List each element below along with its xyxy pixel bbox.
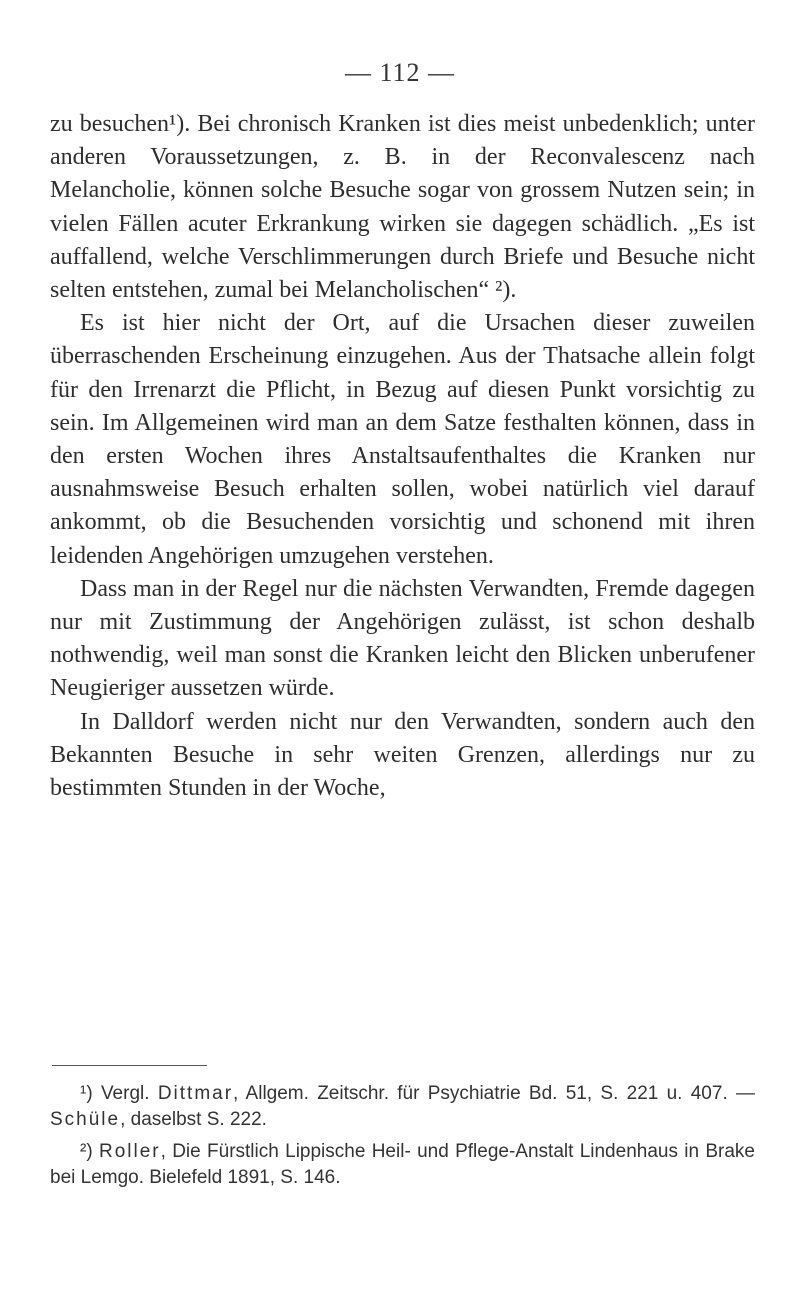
footnote-1-marker: ¹)	[80, 1083, 93, 1104]
footnote-2-author-roller: Roller	[98, 1141, 161, 1162]
footnote-1-author-schuele: Schüle	[50, 1109, 121, 1130]
paragraph-3: Dass man in der Regel nur die nächsten Verwandten, Fremde dagegen nur mit Zustimmung der Angehörigen zulässt, ist schon deshalb nothwendig, weil man sonst die Kranken leicht den Blicken unberufener Neugieriger aussetzen würde.	[50, 575, 755, 702]
paragraph-1: zu besuchen¹). Bei chronisch Kranken ist dies meist unbedenklich; unter anderen Voraussetzungen, z. B. in der Reconvalescenz nach Melancholie, können solche Besuche sogar von grossem Nutzen sein; in vielen Fällen acuter Erkrankung wirken sie dagegen schädlich. „Es ist auffallend, welche Verschlimmerungen durch Briefe und Besuche nicht selten entstehen, zumal bei Melancholischen“ ²).	[50, 111, 755, 304]
footnote-1-post: , daselbst S. 222.	[120, 1109, 267, 1130]
paragraph-2: Es ist hier nicht der Ort, auf die Ursachen dieser zuweilen überraschenden Erscheinung einzugehen. Aus der Thatsache allein folgt für den Irrenarzt die Pflicht, in Bezug auf diesen Punkt vorsichtig zu sein. Im Allgemeinen wird man an dem Satze festhalten können, dass in den ersten Wochen ihres Anstaltsaufenthaltes die Kranken nur ausnahmsweise Besuch erhalten sollen, wobei natürlich viel darauf ankommt, ob die Besuchenden vorsichtig und schonend mit ihren leidenden Angehörigen umzugehen verstehen.	[50, 310, 755, 569]
footnote-1-author-dittmar: Dittmar	[157, 1083, 234, 1104]
footnote-1-pre: Vergl.	[100, 1083, 158, 1104]
footnotes	[50, 1081, 755, 1197]
paragraph-4: In Dalldorf werden nicht nur den Verwandten, sondern auch den Bekannten Besuche in sehr weiten Grenzen, allerdings nur zu bestimmten Stunden in der Woche,	[50, 708, 755, 802]
footnote-1	[50, 1081, 755, 1133]
footnote-2-marker: ²)	[80, 1141, 93, 1162]
footnote-divider	[52, 1065, 207, 1066]
footnote-2-mid: , Die Fürstlich Lippische Heil- und Pflege-Anstalt Lindenhaus in Brake bei Lemgo. Bielefeld 1891, S. 146.	[50, 1141, 756, 1188]
footnote-1-mid: , Allgem. Zeitschr. für Psychiatrie Bd. 51, S. 221 u. 407. —	[233, 1083, 755, 1104]
page-number-header: — 112 —	[344, 58, 456, 87]
main-text	[50, 108, 755, 805]
footnote-2	[50, 1139, 755, 1191]
